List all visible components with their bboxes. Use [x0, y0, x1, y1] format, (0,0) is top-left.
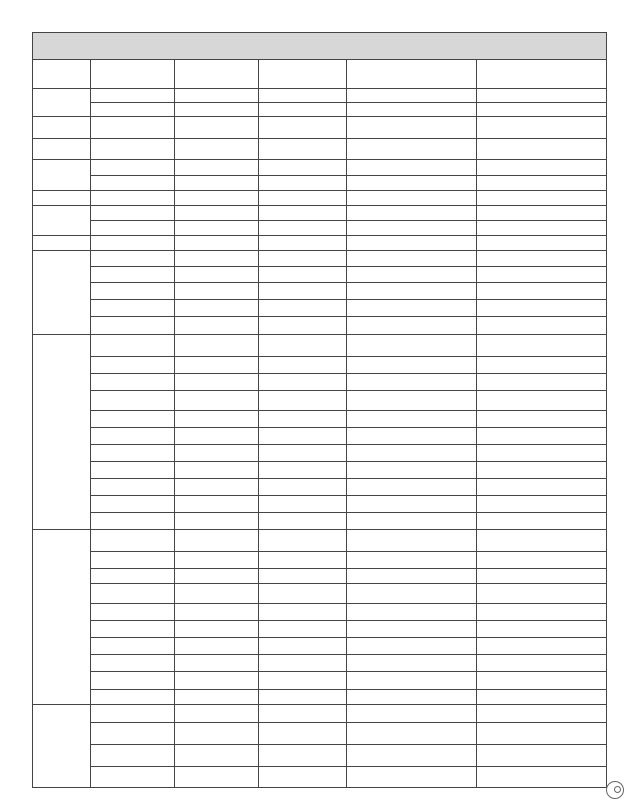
distance-cell — [175, 335, 259, 357]
table-row — [33, 604, 607, 621]
table-row — [33, 267, 607, 283]
fare-cell — [259, 317, 347, 335]
table-row — [33, 723, 607, 745]
station-cell — [477, 767, 607, 788]
route-cell — [91, 767, 175, 788]
time-cell — [347, 236, 477, 251]
table-row — [33, 513, 607, 530]
distance-cell — [175, 176, 259, 191]
route-cell — [91, 445, 175, 462]
schedule-table — [32, 32, 607, 788]
route-cell — [91, 462, 175, 479]
table-row — [33, 530, 607, 552]
route-cell — [91, 672, 175, 690]
fare-cell — [259, 655, 347, 672]
header-fare — [259, 60, 347, 89]
schedule-sheet — [32, 32, 606, 788]
table-row — [33, 569, 607, 584]
distance-cell — [175, 139, 259, 160]
station-cell — [477, 530, 607, 552]
station-cell — [477, 89, 607, 103]
province-cell — [33, 251, 91, 335]
station-cell — [477, 604, 607, 621]
distance-cell — [175, 89, 259, 103]
time-cell — [347, 335, 477, 357]
table-row — [33, 139, 607, 160]
distance-cell — [175, 428, 259, 445]
time-cell — [347, 160, 477, 176]
distance-cell — [175, 221, 259, 236]
distance-cell — [175, 445, 259, 462]
fare-cell — [259, 530, 347, 552]
route-cell — [91, 496, 175, 513]
fare-cell — [259, 723, 347, 745]
time-cell — [347, 251, 477, 267]
header-distance — [175, 60, 259, 89]
table-row — [33, 117, 607, 139]
time-cell — [347, 267, 477, 283]
distance-cell — [175, 236, 259, 251]
table-body — [33, 89, 607, 788]
table-row — [33, 176, 607, 191]
route-cell — [91, 357, 175, 374]
distance-cell — [175, 705, 259, 723]
route-cell — [91, 206, 175, 221]
time-cell — [347, 206, 477, 221]
station-cell — [477, 300, 607, 317]
time-cell — [347, 569, 477, 584]
time-cell — [347, 221, 477, 236]
table-row — [33, 283, 607, 300]
distance-cell — [175, 584, 259, 604]
province-cell — [33, 191, 91, 206]
fare-cell — [259, 236, 347, 251]
distance-cell — [175, 767, 259, 788]
table-row — [33, 584, 607, 604]
fare-cell — [259, 89, 347, 103]
route-cell — [91, 621, 175, 638]
fare-cell — [259, 745, 347, 767]
station-cell — [477, 160, 607, 176]
distance-cell — [175, 191, 259, 206]
table-row — [33, 317, 607, 335]
route-cell — [91, 139, 175, 160]
table-row — [33, 300, 607, 317]
table-row — [33, 445, 607, 462]
route-cell — [91, 335, 175, 357]
station-cell — [477, 236, 607, 251]
distance-cell — [175, 160, 259, 176]
station-cell — [477, 745, 607, 767]
fare-cell — [259, 621, 347, 638]
time-cell — [347, 462, 477, 479]
route-cell — [91, 638, 175, 655]
station-cell — [477, 374, 607, 391]
table-row — [33, 496, 607, 513]
province-cell — [33, 705, 91, 788]
header-province — [33, 60, 91, 89]
route-cell — [91, 374, 175, 391]
time-cell — [347, 723, 477, 745]
table-row — [33, 705, 607, 723]
distance-cell — [175, 723, 259, 745]
distance-cell — [175, 655, 259, 672]
distance-cell — [175, 530, 259, 552]
table-row — [33, 638, 607, 655]
distance-cell — [175, 672, 259, 690]
station-cell — [477, 584, 607, 604]
route-cell — [91, 745, 175, 767]
route-cell — [91, 428, 175, 445]
fare-cell — [259, 479, 347, 496]
station-cell — [477, 283, 607, 300]
distance-cell — [175, 479, 259, 496]
table-row — [33, 191, 607, 206]
distance-cell — [175, 117, 259, 139]
route-cell — [91, 530, 175, 552]
station-cell — [477, 690, 607, 705]
route-cell — [91, 283, 175, 300]
route-cell — [91, 191, 175, 206]
fare-cell — [259, 552, 347, 569]
station-cell — [477, 191, 607, 206]
fare-cell — [259, 411, 347, 428]
time-cell — [347, 391, 477, 411]
table-row — [33, 357, 607, 374]
time-cell — [347, 705, 477, 723]
table-row — [33, 745, 607, 767]
station-cell — [477, 513, 607, 530]
station-cell — [477, 672, 607, 690]
fare-cell — [259, 391, 347, 411]
time-cell — [347, 479, 477, 496]
route-cell — [91, 176, 175, 191]
station-cell — [477, 139, 607, 160]
time-cell — [347, 638, 477, 655]
fare-cell — [259, 335, 347, 357]
province-cell — [33, 236, 91, 251]
table-row — [33, 221, 607, 236]
time-cell — [347, 584, 477, 604]
province-cell — [33, 117, 91, 139]
route-cell — [91, 604, 175, 621]
fare-cell — [259, 496, 347, 513]
distance-cell — [175, 391, 259, 411]
fare-cell — [259, 357, 347, 374]
table-row — [33, 655, 607, 672]
table-row — [33, 374, 607, 391]
route-cell — [91, 584, 175, 604]
fare-cell — [259, 267, 347, 283]
fare-cell — [259, 767, 347, 788]
route-cell — [91, 552, 175, 569]
fare-cell — [259, 103, 347, 117]
fare-cell — [259, 705, 347, 723]
station-cell — [477, 251, 607, 267]
route-cell — [91, 103, 175, 117]
time-cell — [347, 621, 477, 638]
time-cell — [347, 357, 477, 374]
fare-cell — [259, 206, 347, 221]
watermark — [606, 781, 628, 799]
table-title — [33, 33, 607, 60]
distance-cell — [175, 206, 259, 221]
fare-cell — [259, 374, 347, 391]
route-cell — [91, 705, 175, 723]
station-cell — [477, 621, 607, 638]
fare-cell — [259, 176, 347, 191]
station-cell — [477, 206, 607, 221]
time-cell — [347, 103, 477, 117]
fare-cell — [259, 569, 347, 584]
province-cell — [33, 160, 91, 191]
route-cell — [91, 569, 175, 584]
fare-cell — [259, 160, 347, 176]
route-cell — [91, 89, 175, 103]
time-cell — [347, 283, 477, 300]
fare-cell — [259, 604, 347, 621]
station-cell — [477, 267, 607, 283]
fare-cell — [259, 513, 347, 530]
time-cell — [347, 672, 477, 690]
station-cell — [477, 221, 607, 236]
title-row — [33, 33, 607, 60]
station-cell — [477, 705, 607, 723]
fare-cell — [259, 300, 347, 317]
province-cell — [33, 530, 91, 705]
station-cell — [477, 723, 607, 745]
time-cell — [347, 496, 477, 513]
route-cell — [91, 411, 175, 428]
distance-cell — [175, 496, 259, 513]
route-cell — [91, 723, 175, 745]
distance-cell — [175, 374, 259, 391]
table-row — [33, 479, 607, 496]
distance-cell — [175, 411, 259, 428]
distance-cell — [175, 462, 259, 479]
time-cell — [347, 411, 477, 428]
route-cell — [91, 300, 175, 317]
fare-cell — [259, 690, 347, 705]
province-cell — [33, 139, 91, 160]
fare-cell — [259, 638, 347, 655]
table-row — [33, 160, 607, 176]
distance-cell — [175, 283, 259, 300]
distance-cell — [175, 317, 259, 335]
station-cell — [477, 176, 607, 191]
time-cell — [347, 552, 477, 569]
distance-cell — [175, 513, 259, 530]
fare-cell — [259, 584, 347, 604]
distance-cell — [175, 357, 259, 374]
fare-cell — [259, 428, 347, 445]
fare-cell — [259, 672, 347, 690]
time-cell — [347, 117, 477, 139]
route-cell — [91, 267, 175, 283]
time-cell — [347, 745, 477, 767]
time-cell — [347, 191, 477, 206]
station-cell — [477, 655, 607, 672]
station-cell — [477, 445, 607, 462]
distance-cell — [175, 300, 259, 317]
time-cell — [347, 300, 477, 317]
route-cell — [91, 479, 175, 496]
distance-cell — [175, 552, 259, 569]
station-cell — [477, 462, 607, 479]
fare-cell — [259, 191, 347, 206]
station-cell — [477, 552, 607, 569]
distance-cell — [175, 690, 259, 705]
distance-cell — [175, 103, 259, 117]
table-row — [33, 251, 607, 267]
time-cell — [347, 655, 477, 672]
route-cell — [91, 513, 175, 530]
fare-cell — [259, 117, 347, 139]
time-cell — [347, 690, 477, 705]
time-cell — [347, 374, 477, 391]
table-row — [33, 206, 607, 221]
table-row — [33, 462, 607, 479]
station-cell — [477, 317, 607, 335]
station-cell — [477, 103, 607, 117]
time-cell — [347, 445, 477, 462]
fare-cell — [259, 462, 347, 479]
station-cell — [477, 479, 607, 496]
header-route — [91, 60, 175, 89]
header-time-frequency — [347, 60, 477, 89]
fare-cell — [259, 445, 347, 462]
station-cell — [477, 496, 607, 513]
route-cell — [91, 251, 175, 267]
table-row — [33, 767, 607, 788]
wechat-icon — [606, 781, 624, 799]
route-cell — [91, 317, 175, 335]
table-row — [33, 621, 607, 638]
station-cell — [477, 335, 607, 357]
table-row — [33, 690, 607, 705]
time-cell — [347, 89, 477, 103]
station-cell — [477, 569, 607, 584]
route-cell — [91, 236, 175, 251]
province-cell — [33, 206, 91, 236]
time-cell — [347, 317, 477, 335]
time-cell — [347, 604, 477, 621]
province-cell — [33, 89, 91, 117]
route-cell — [91, 391, 175, 411]
route-cell — [91, 221, 175, 236]
route-cell — [91, 655, 175, 672]
table-row — [33, 236, 607, 251]
fare-cell — [259, 221, 347, 236]
fare-cell — [259, 283, 347, 300]
distance-cell — [175, 267, 259, 283]
table-row — [33, 411, 607, 428]
time-cell — [347, 428, 477, 445]
fare-cell — [259, 139, 347, 160]
table-row — [33, 552, 607, 569]
header-row — [33, 60, 607, 89]
distance-cell — [175, 604, 259, 621]
station-cell — [477, 411, 607, 428]
distance-cell — [175, 569, 259, 584]
table-row — [33, 672, 607, 690]
time-cell — [347, 139, 477, 160]
time-cell — [347, 767, 477, 788]
distance-cell — [175, 251, 259, 267]
fare-cell — [259, 251, 347, 267]
header-arrival-station — [477, 60, 607, 89]
station-cell — [477, 357, 607, 374]
time-cell — [347, 513, 477, 530]
province-cell — [33, 335, 91, 530]
station-cell — [477, 117, 607, 139]
route-cell — [91, 690, 175, 705]
time-cell — [347, 530, 477, 552]
table-row — [33, 89, 607, 103]
route-cell — [91, 160, 175, 176]
time-cell — [347, 176, 477, 191]
table-row — [33, 428, 607, 445]
table-row — [33, 335, 607, 357]
table-row — [33, 391, 607, 411]
route-cell — [91, 117, 175, 139]
distance-cell — [175, 745, 259, 767]
distance-cell — [175, 621, 259, 638]
distance-cell — [175, 638, 259, 655]
table-row — [33, 103, 607, 117]
station-cell — [477, 391, 607, 411]
station-cell — [477, 638, 607, 655]
station-cell — [477, 428, 607, 445]
